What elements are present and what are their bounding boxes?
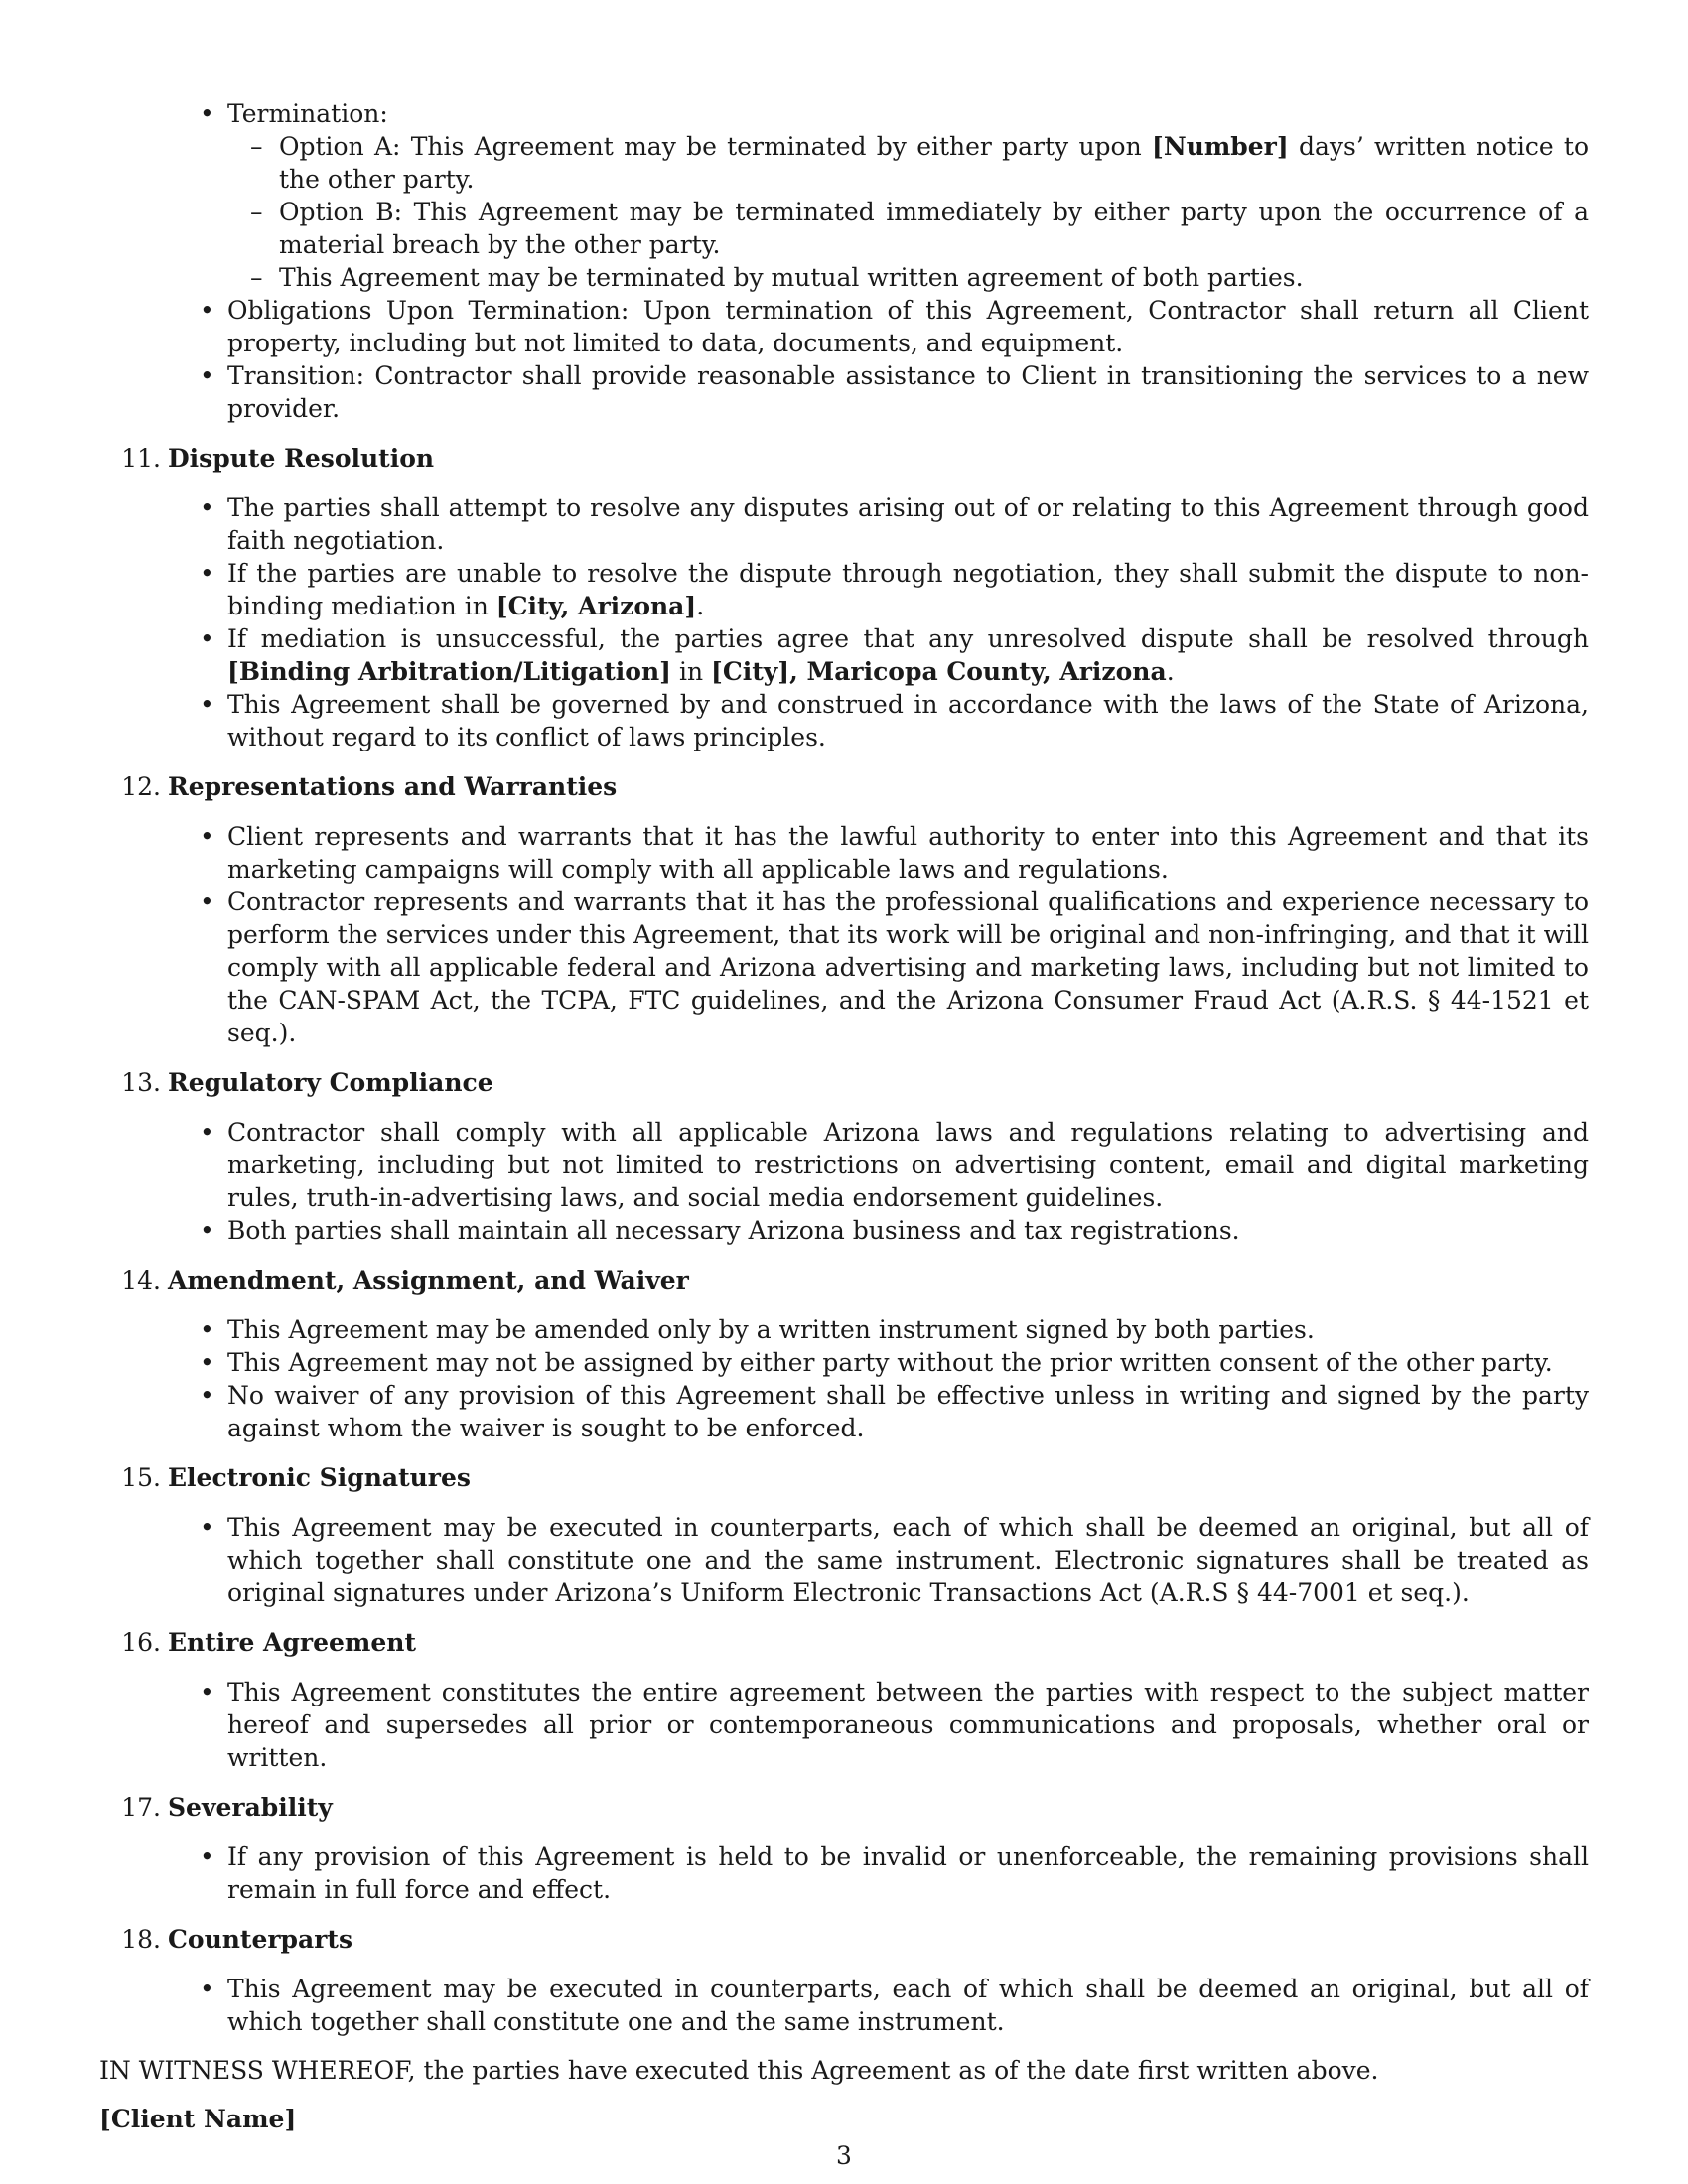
transition-clause: • Transition: Contractor shall provide reasonable assistance to Client in transitioning the services to a new provider. <box>99 359 1589 425</box>
client-name-signature: [Client Name] <box>99 2105 297 2133</box>
s11-bullet-3: • If mediation is unsuccessful, the parties agree that any unresolved dispute shall be resolved through [Binding Arbitration/Litigation] in [City], Maricopa County, Arizona. <box>99 622 1589 688</box>
termination-heading: • Termination: <box>99 97 1589 130</box>
termination-option-b: – Option B: This Agreement may be terminated immediately by either party upon the occurrence of a material breach by the other party. <box>99 196 1589 261</box>
document-page <box>99 97 1589 2135</box>
section-heading-11: 11. Dispute Resolution <box>121 444 435 473</box>
obligations-upon-termination: • Obligations Upon Termination: Upon termination of this Agreement, Contractor shall return all Client property, including but not limited to data, documents, and equipment. <box>99 294 1589 359</box>
section-heading-17: 17. Severability <box>121 1793 333 1822</box>
s18-bullet-1: • This Agreement may be executed in counterparts, each of which shall be deemed an original, but all of which together shall constitute one and the same instrument. <box>99 1973 1589 2038</box>
s17-bullet-1: • If any provision of this Agreement is held to be invalid or unenforceable, the remaining provisions shall remain in full force and effect. <box>99 1841 1589 1906</box>
s12-bullet-1: • Client represents and warrants that it has the lawful authority to enter into this Agreement and that its marketing campaigns will comply with all applicable laws and regulations. <box>99 820 1589 886</box>
s11-bullet-2: • If the parties are unable to resolve the dispute through negotiation, they shall submit the dispute to non-binding mediation in [City, Arizona]. <box>99 557 1589 622</box>
s14-bullet-2: • This Agreement may not be assigned by either party without the prior written consent of the other party. <box>99 1346 1589 1379</box>
section-heading-16: 16. Entire Agreement <box>121 1628 416 1657</box>
section-heading-18: 18. Counterparts <box>121 1925 353 1954</box>
s13-bullet-1: • Contractor shall comply with all applicable Arizona laws and regulations relating to advertising and marketing, including but not limited to restrictions on advertising content, email and digital marketing rules, truth-in-advertising laws, and social media endorsement guidelines. <box>99 1116 1589 1214</box>
termination-mutual: – This Agreement may be terminated by mutual written agreement of both parties. <box>99 261 1589 294</box>
s13-bullet-2: • Both parties shall maintain all necessary Arizona business and tax registrations. <box>99 1214 1589 1247</box>
section-heading-15: 15. Electronic Signatures <box>121 1463 471 1492</box>
s12-bullet-2: • Contractor represents and warrants that it has the professional qualifications and experience necessary to perform the services under this Agreement, that its work will be original and non-infringing, and that it will comply with all applicable federal and Arizona advertising and marketing laws, including but not limited to the CAN-SPAM Act, the TCPA, FTC guidelines, and the Arizona Consumer Fraud Act (A.R.S. § 44-1521 et seq.). <box>99 886 1589 1049</box>
termination-option-a: – Option A: This Agreement may be terminated by either party upon [Number] days’ written notice to the other party. <box>99 130 1589 196</box>
s14-bullet-1: • This Agreement may be amended only by a written instrument signed by both parties. <box>99 1313 1589 1346</box>
s15-bullet-1: • This Agreement may be executed in counterparts, each of which shall be deemed an original, but all of which together shall constitute one and the same instrument. Electronic signatures shall be treated as original signatures under Arizona’s Uniform Electronic Transactions Act (A.R.S § 44-7001 et seq.). <box>99 1511 1589 1609</box>
page-number: 3 <box>836 2141 852 2170</box>
s11-bullet-1: • The parties shall attempt to resolve any disputes arising out of or relating to this Agreement through good faith negotiation. <box>99 491 1589 557</box>
section-heading-13: 13. Regulatory Compliance <box>121 1068 493 1097</box>
s11-bullet-4: • This Agreement shall be governed by and construed in accordance with the laws of the State of Arizona, without regard to its conflict of laws principles. <box>99 688 1589 753</box>
s14-bullet-3: • No waiver of any provision of this Agreement shall be effective unless in writing and signed by the party against whom the waiver is sought to be enforced. <box>99 1379 1589 1444</box>
section-heading-14: 14. Amendment, Assignment, and Waiver <box>121 1266 689 1295</box>
s16-bullet-1: • This Agreement constitutes the entire agreement between the parties with respect to the subject matter hereof and supersedes all prior or contemporaneous communications and proposals, whether oral or written. <box>99 1676 1589 1774</box>
section-heading-12: 12. Representations and Warranties <box>121 772 618 801</box>
witness-clause: IN WITNESS WHEREOF, the parties have executed this Agreement as of the date first written above. <box>99 2056 1379 2085</box>
